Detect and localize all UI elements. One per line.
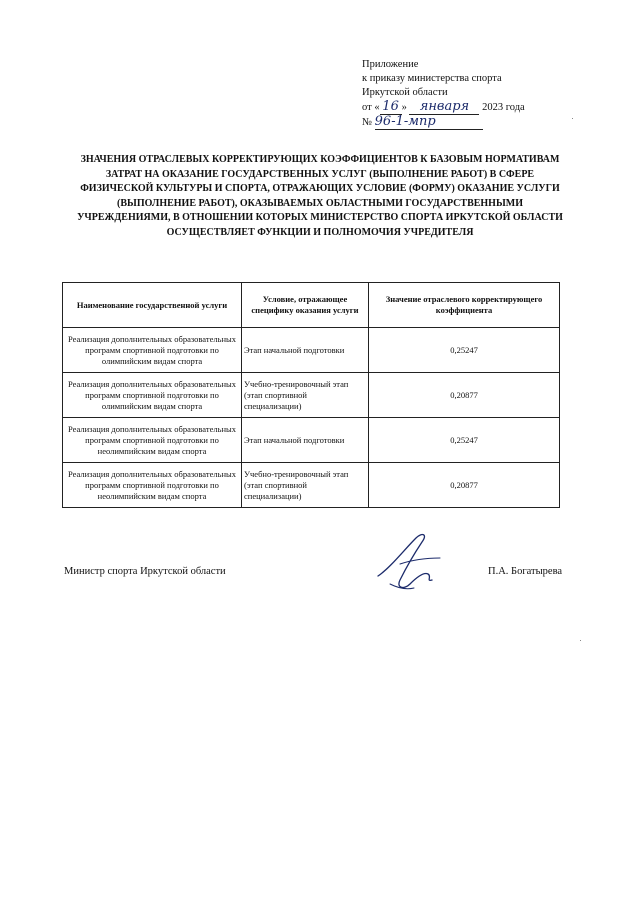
cell-condition: Учебно-тренировочный этап (этап спортивной специализации) [242,373,369,418]
cell-coefficient: 0,25247 [369,328,560,373]
document-title: ЗНАЧЕНИЯ ОТРАСЛЕВЫХ КОРРЕКТИРУЮЩИХ КОЭФФИЦИЕНТОВ К БАЗОВЫМ НОРМАТИВАМ ЗАТРАТ НА ОКАЗАНИЕ ГОСУДАРСТВЕННЫХ УСЛУГ (ВЫПОЛНЕНИЕ РАБОТ) В СФЕРЕ ФИЗИЧЕСКОЙ КУЛЬТУРЫ И СПОРТА, ОТРАЖАЮЩИХ УСЛОВИЕ (ФОРМУ) ОКАЗАНИЕ УСЛУГИ (ВЫПОЛНЕНИЕ РАБОТ), ОКАЗЫВАЕМЫХ ОБЛАСТНЫМИ ГОСУДАРСТВЕННЫМИ УЧРЕЖДЕНИЯМИ, В ОТНОШЕНИИ КОТОРЫХ МИНИСТЕРСТВО СПОРТА ИРКУТСКОЙ ОБЛАСТИ ОСУЩЕСТВЛЯЕТ ФУНКЦИИ И ПОЛНОМОЧИЯ УЧРЕДИТЕЛЯ [77,154,563,238]
cell-condition: Этап начальной подготовки [242,418,369,463]
cell-service: Реализация дополнительных образовательных программ спортивной подготовки по неолимпийским видам спорта [63,463,242,508]
header-coefficient: Значение отраслевого корректирующего коэффициента [369,283,560,328]
signer-name: П.А. Богатырева [488,566,563,577]
date-suffix: 2023 года [482,102,525,113]
cell-service: Реализация дополнительных образовательных программ спортивной подготовки по олимпийским видам спорта [63,328,242,373]
number-value: 96-1-мпр [375,115,483,130]
table-row [63,328,560,373]
scan-speck [580,640,581,641]
table-row [63,463,560,508]
cell-coefficient: 0,25247 [369,418,560,463]
appendix-date [362,100,562,115]
scan-speck [572,118,573,119]
appendix-line-3: Иркутской области [362,87,448,98]
cell-condition: Учебно-тренировочный этап (этап спортивной специализации) [242,463,369,508]
coefficients-table [62,282,560,508]
cell-service: Реализация дополнительных образовательных программ спортивной подготовки по олимпийским видам спорта [63,373,242,418]
appendix-block [362,58,562,130]
cell-coefficient: 0,20877 [369,463,560,508]
table-header-row [63,283,560,328]
appendix-number [362,115,562,130]
date-prefix: от « [362,102,380,113]
cell-service: Реализация дополнительных образовательных программ спортивной подготовки по неолимпийским видам спорта [63,418,242,463]
appendix-line-2: к приказу министерства спорта [362,73,502,84]
appendix-line-1: Приложение [362,59,419,70]
header-service: Наименование государственной услуги [63,283,242,328]
date-mid: » [401,102,407,113]
handwritten-signature [370,528,460,598]
date-month: января [409,100,479,115]
table-row [63,418,560,463]
table-row [63,373,560,418]
header-condition: Условие, отражающее специфику оказания услуги [242,283,369,328]
date-day: 16 [380,100,402,115]
number-prefix: № [362,117,373,128]
signer-role: Министр спорта Иркутской области [64,566,226,577]
cell-condition: Этап начальной подготовки [242,328,369,373]
cell-coefficient: 0,20877 [369,373,560,418]
